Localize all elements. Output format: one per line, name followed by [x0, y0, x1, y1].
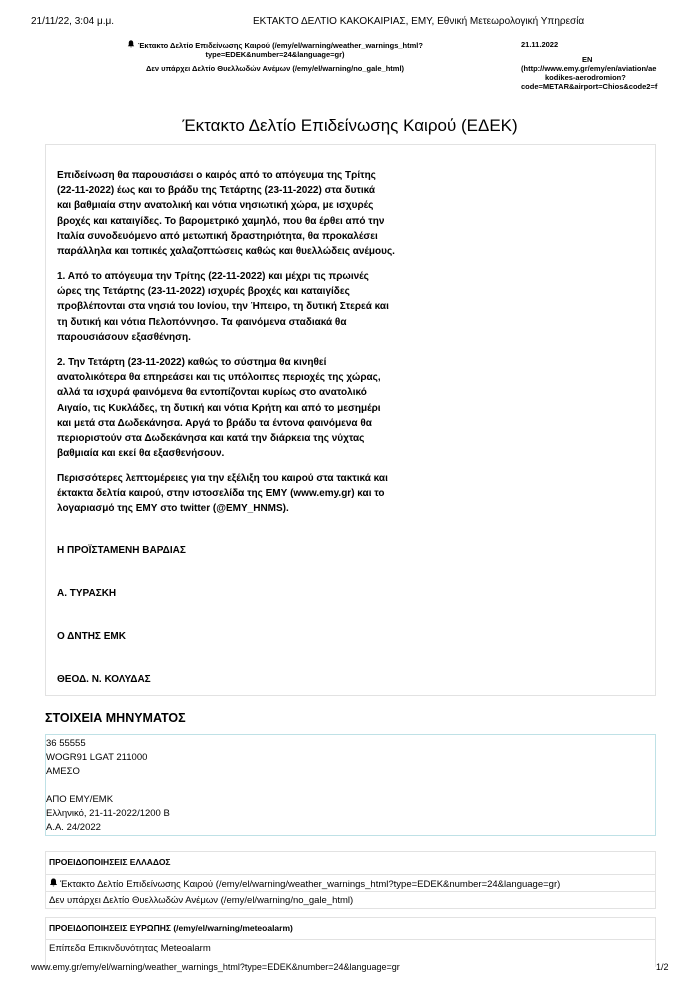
divider [45, 891, 656, 892]
text-line: 1. Από το απόγευμα την Τρίτης (22-11-2022) και μέχρι τις πρωινές [57, 271, 369, 282]
text-line: παράλληλα και τοπικές χαλαζοπτώσεις καθώς και θυελλώδεις ανέμους. [57, 246, 395, 258]
text-line: Ιταλία συνοδευόμενο από μετωπική δραστηριότητα, θα προκαλέσει [57, 230, 378, 242]
footer-page-number: 1/2 [656, 962, 669, 972]
message-line: 36 55555 [46, 738, 86, 749]
message-line: ΑΜΕΣΟ [46, 766, 80, 777]
en-url-line-2: kodikes-aerodromion? [545, 73, 626, 82]
bell-icon [49, 878, 57, 886]
signature-title-2: Ο ΔΝΤΗΣ ΕΜΚ [57, 631, 126, 642]
text-line: ώρες της Τετάρτης (23-11-2022) ισχυρές βροχές και καταιγίδες [57, 286, 350, 298]
text-line: Επιδείνωση θα παρουσιάσει ο καιρός από το απόγευμα της Τρίτης [57, 170, 376, 181]
text-line: τη δυτική και νότια Πελοπόννησο. Τα φαινόμενα σταδιακά θα [57, 316, 347, 328]
text-line: ανατολικότερα θα επηρεάσει και τις υπόλοιπες περιοχές της χώρας, [57, 372, 381, 384]
message-line: Ελληνικό, 21-11-2022/1200 Β [46, 808, 170, 819]
text-line: βαθμιαία και εκεί θα εξασθενήσουν. [57, 448, 225, 460]
message-details-box [45, 734, 656, 836]
text-line: Περισσότερες λεπτομέρειες για την εξέλιξη του καιρού στα τακτικά και [57, 473, 388, 484]
divider [45, 874, 656, 875]
greece-warnings-heading: ΠΡΟΕΙΔΟΠΟΙΗΣΕΙΣ ΕΛΛΑΔΟΣ [49, 857, 171, 867]
top-warning-link[interactable] [110, 40, 440, 59]
print-page-title: ΕΚΤΑΚΤΟ ΔΕΛΤΙΟ ΚΑΚΟΚΑΙΡΙΑΣ, ΕΜΥ, Εθνική Μετεωρολογική Υπηρεσία [253, 16, 585, 27]
signature-name-1: Α. ΤΥΡΑΣΚΗ [57, 588, 117, 599]
en-label: EN [582, 55, 593, 64]
text-line: 2. Την Τετάρτη (23-11-2022) καθώς το σύστημα θα κινηθεί [57, 357, 327, 368]
en-url-line-1: (http://www.emy.gr/emy/en/aviation/ae [521, 64, 657, 73]
text-line: περιοριστούν στα Δωδεκάνησα και κατά την διάρκεια της νύχτας [57, 433, 365, 445]
signature-name-2: ΘΕΟΔ. Ν. ΚΟΛΥΔΑΣ [57, 674, 151, 685]
bulletin-paragraph-4 [57, 471, 407, 517]
top-warning-link-text-2: type=EDEK&number=24&language=gr) [205, 50, 345, 59]
divider [45, 939, 656, 940]
top-gale-link[interactable]: Δεν υπάρχει Δελτίο Θυελλωδών Ανέμων (/emy/el/warning/no_gale_html) [145, 64, 405, 73]
page-title: Έκτακτο Δελτίο Επιδείνωσης Καιρού (ΕΔΕΚ) [182, 116, 518, 135]
europe-warning-item-meteoalarm[interactable]: Επίπεδα Επικινδυνότητας Meteoalarm [49, 943, 211, 954]
signature-title-1: Η ΠΡΟΪΣΤΑΜΕΝΗ ΒΑΡΔΙΑΣ [57, 545, 186, 556]
print-datetime: 21/11/22, 3:04 μ.μ. [31, 16, 115, 27]
text-line: και μετά στα Δωδεκάνησα. Αργά το βράδυ τα έντονα φαινόμενα θα [57, 417, 372, 429]
en-url-line-3: code=METAR&airport=Chios&code2=f [521, 82, 658, 91]
footer-url: www.emy.gr/emy/el/warning/weather_warnings_html?type=EDEK&number=24&language=gr [31, 962, 400, 972]
greece-warning-item-edek-label: Έκτακτο Δελτίο Επιδείνωσης Καιρού (/emy/el/warning/weather_warnings_html?type=EDEK&number=24&language=gr) [60, 879, 561, 890]
message-line: ΑΠΟ ΕΜΥ/ΕΜΚ [46, 794, 114, 805]
text-line: (22-11-2022) έως και το βράδυ της Τετάρτης (23-11-2022) στα δυτικά [57, 185, 376, 197]
europe-warnings-heading[interactable]: ΠΡΟΕΙΔΟΠΟΙΗΣΕΙΣ ΕΥΡΩΠΗΣ (/emy/el/warning/meteoalarm) [49, 923, 293, 933]
top-warning-link-text-1: Έκτακτο Δελτίο Επιδείνωσης Καιρού (/emy/el/warning/weather_warnings_html? [138, 41, 423, 50]
text-line: αλλά τα ισχυρά φαινόμενα θα εντοπίζονται κυρίως στο ανατολικό [57, 387, 367, 399]
text-line: Αιγαίο, τις Κυκλάδες, τη δυτική και νότια Κρήτη και από το μεσημέρι [57, 402, 381, 414]
text-line: έκτακτα δελτία καιρού, στην ιστοσελίδα της ΕΜΥ (www.emy.gr) και το [57, 488, 385, 500]
en-link[interactable] [521, 55, 691, 91]
text-line: βροχές και καταιγίδες. Το βαρομετρικό χαμηλό, που θα έρθει από την [57, 215, 385, 227]
bell-icon [127, 40, 135, 48]
top-date: 21.11.2022 [521, 40, 559, 49]
text-line: και βαθμιαία στην ανατολική και νότια νησιωτική χώρα, με ισχυρές [57, 200, 374, 212]
bulletin-paragraph-2 [57, 269, 407, 345]
bulletin-paragraph-3 [57, 355, 407, 461]
message-line: Α.Α. 24/2022 [46, 822, 101, 833]
message-line: WOGR91 LGAT 211000 [46, 752, 148, 763]
bulletin-paragraph-1 [57, 168, 407, 259]
text-line: λογαριασμό της ΕΜΥ στο twitter (@EMY_HNMS). [57, 503, 289, 515]
text-line: προβλέπονται στα νησιά του Ιονίου, την Ήπειρο, τη δυτική Στερεά και [57, 301, 389, 313]
greece-warning-item-edek[interactable] [49, 878, 560, 890]
text-line: παρουσιάσουν εξασθένηση. [57, 331, 191, 343]
message-details-heading: ΣΤΟΙΧΕΙΑ ΜΗΝΥΜΑΤΟΣ [45, 711, 186, 725]
greece-warning-item-gale[interactable]: Δεν υπάρχει Δελτίο Θυελλωδών Ανέμων (/emy/el/warning/no_gale_html) [49, 895, 354, 906]
